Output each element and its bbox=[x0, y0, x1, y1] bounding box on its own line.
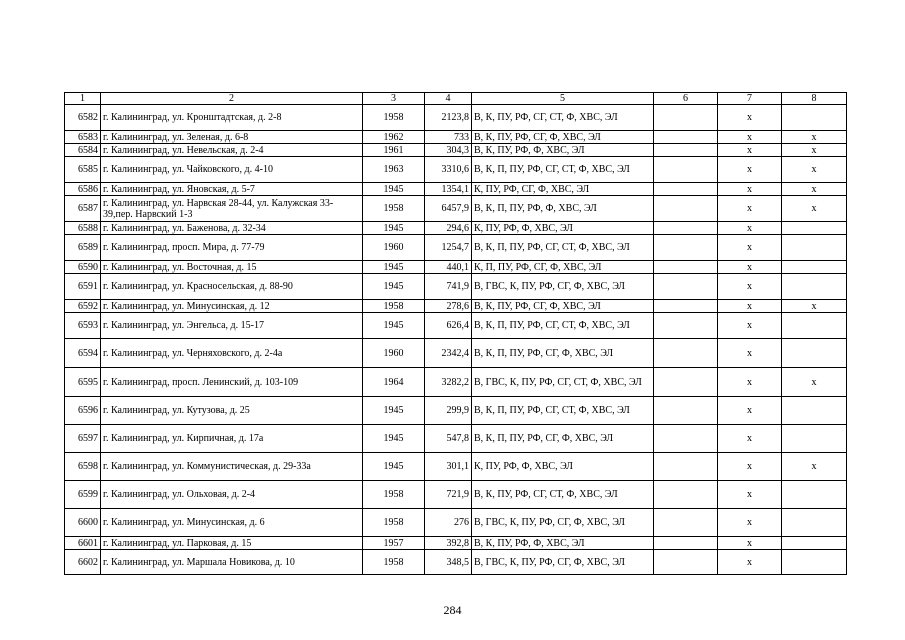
address-cell: г. Калининград, ул. Черняховского, д. 2-4а bbox=[101, 339, 363, 368]
table-row bbox=[65, 453, 847, 481]
utilities-cell: В, ГВС, К, ПУ, РФ, СГ, Ф, ХВС, ЭЛ bbox=[472, 274, 654, 300]
table-row bbox=[65, 131, 847, 144]
column-7-mark-cell: х bbox=[718, 105, 782, 131]
row-number-cell: 6602 bbox=[65, 550, 101, 575]
column-header-6: 6 bbox=[654, 93, 718, 105]
build-year-cell: 1945 bbox=[363, 183, 425, 196]
area-cell: 1354,1 bbox=[425, 183, 472, 196]
column-6-cell bbox=[654, 144, 718, 157]
utilities-cell: В, К, ПУ, РФ, СГ, Ф, ХВС, ЭЛ bbox=[472, 300, 654, 313]
build-year-cell: 1945 bbox=[363, 313, 425, 339]
address-cell: г. Калининград, ул. Минусинская, д. 12 bbox=[101, 300, 363, 313]
column-8-mark-cell bbox=[782, 105, 847, 131]
area-cell: 1254,7 bbox=[425, 235, 472, 261]
column-7-mark-cell: х bbox=[718, 196, 782, 222]
column-7-mark-cell: х bbox=[718, 397, 782, 425]
row-number-cell: 6582 bbox=[65, 105, 101, 131]
build-year-cell: 1960 bbox=[363, 339, 425, 368]
table-row bbox=[65, 274, 847, 300]
housing-table bbox=[64, 92, 847, 575]
column-8-mark-cell bbox=[782, 425, 847, 453]
table-row bbox=[65, 425, 847, 453]
column-7-mark-cell: х bbox=[718, 235, 782, 261]
row-number-cell: 6599 bbox=[65, 481, 101, 509]
build-year-cell: 1945 bbox=[363, 261, 425, 274]
table-row bbox=[65, 235, 847, 261]
address-cell: г. Калининград, ул. Минусинская, д. 6 bbox=[101, 509, 363, 537]
column-8-mark-cell bbox=[782, 397, 847, 425]
table-row bbox=[65, 183, 847, 196]
column-header-1: 1 bbox=[65, 93, 101, 105]
utilities-cell: В, К, П, ПУ, РФ, СГ, Ф, ХВС, ЭЛ bbox=[472, 425, 654, 453]
column-8-mark-cell bbox=[782, 235, 847, 261]
utilities-cell: В, К, П, ПУ, РФ, СГ, СТ, Ф, ХВС, ЭЛ bbox=[472, 313, 654, 339]
area-cell: 276 bbox=[425, 509, 472, 537]
area-cell: 299,9 bbox=[425, 397, 472, 425]
column-header-3: 3 bbox=[363, 93, 425, 105]
column-number-header-row bbox=[65, 93, 847, 105]
column-header-4: 4 bbox=[425, 93, 472, 105]
table-row bbox=[65, 481, 847, 509]
row-number-cell: 6596 bbox=[65, 397, 101, 425]
address-cell: г. Калининград, ул. Парковая, д. 15 bbox=[101, 537, 363, 550]
column-6-cell bbox=[654, 105, 718, 131]
column-7-mark-cell: х bbox=[718, 144, 782, 157]
table-row bbox=[65, 261, 847, 274]
column-8-mark-cell: х bbox=[782, 300, 847, 313]
column-7-mark-cell: х bbox=[718, 453, 782, 481]
column-header-5: 5 bbox=[472, 93, 654, 105]
table-row bbox=[65, 313, 847, 339]
utilities-cell: В, К, П, ПУ, РФ, СГ, Ф, ХВС, ЭЛ bbox=[472, 339, 654, 368]
table-row bbox=[65, 397, 847, 425]
column-7-mark-cell: х bbox=[718, 537, 782, 550]
address-cell: г. Калининград, ул. Маршала Новикова, д. 10 bbox=[101, 550, 363, 575]
area-cell: 626,4 bbox=[425, 313, 472, 339]
area-cell: 348,5 bbox=[425, 550, 472, 575]
address-cell: г. Калининград, ул. Невельская, д. 2-4 bbox=[101, 144, 363, 157]
build-year-cell: 1945 bbox=[363, 397, 425, 425]
utilities-cell: К, П, ПУ, РФ, СГ, Ф, ХВС, ЭЛ bbox=[472, 261, 654, 274]
row-number-cell: 6586 bbox=[65, 183, 101, 196]
utilities-cell: В, К, П, ПУ, РФ, Ф, ХВС, ЭЛ bbox=[472, 196, 654, 222]
column-7-mark-cell: х bbox=[718, 157, 782, 183]
address-cell: г. Калининград, ул. Кирпичная, д. 17а bbox=[101, 425, 363, 453]
column-8-mark-cell bbox=[782, 550, 847, 575]
build-year-cell: 1960 bbox=[363, 235, 425, 261]
build-year-cell: 1962 bbox=[363, 131, 425, 144]
area-cell: 278,6 bbox=[425, 300, 472, 313]
row-number-cell: 6588 bbox=[65, 222, 101, 235]
column-7-mark-cell: х bbox=[718, 339, 782, 368]
build-year-cell: 1958 bbox=[363, 550, 425, 575]
area-cell: 301,1 bbox=[425, 453, 472, 481]
column-7-mark-cell: х bbox=[718, 222, 782, 235]
column-6-cell bbox=[654, 397, 718, 425]
build-year-cell: 1945 bbox=[363, 425, 425, 453]
area-cell: 3310,6 bbox=[425, 157, 472, 183]
column-8-mark-cell: х bbox=[782, 183, 847, 196]
table-row bbox=[65, 222, 847, 235]
column-6-cell bbox=[654, 313, 718, 339]
column-6-cell bbox=[654, 222, 718, 235]
table-row bbox=[65, 550, 847, 575]
utilities-cell: В, ГВС, К, ПУ, РФ, СГ, Ф, ХВС, ЭЛ bbox=[472, 550, 654, 575]
column-8-mark-cell bbox=[782, 274, 847, 300]
area-cell: 2342,4 bbox=[425, 339, 472, 368]
column-6-cell bbox=[654, 235, 718, 261]
utilities-cell: В, К, ПУ, РФ, СГ, СТ, Ф, ХВС, ЭЛ bbox=[472, 481, 654, 509]
column-6-cell bbox=[654, 425, 718, 453]
area-cell: 3282,2 bbox=[425, 368, 472, 397]
column-7-mark-cell: х bbox=[718, 261, 782, 274]
area-cell: 440,1 bbox=[425, 261, 472, 274]
build-year-cell: 1958 bbox=[363, 196, 425, 222]
address-cell: г. Калининград, ул. Баженова, д. 32-34 bbox=[101, 222, 363, 235]
column-6-cell bbox=[654, 261, 718, 274]
column-6-cell bbox=[654, 453, 718, 481]
column-header-8: 8 bbox=[782, 93, 847, 105]
build-year-cell: 1945 bbox=[363, 453, 425, 481]
table-row bbox=[65, 157, 847, 183]
column-7-mark-cell: х bbox=[718, 368, 782, 397]
address-cell: г. Калининград, ул. Кутузова, д. 25 bbox=[101, 397, 363, 425]
row-number-cell: 6597 bbox=[65, 425, 101, 453]
column-7-mark-cell: х bbox=[718, 425, 782, 453]
utilities-cell: В, К, ПУ, РФ, Ф, ХВС, ЭЛ bbox=[472, 537, 654, 550]
utilities-cell: В, К, П, ПУ, РФ, СГ, СТ, Ф, ХВС, ЭЛ bbox=[472, 235, 654, 261]
row-number-cell: 6598 bbox=[65, 453, 101, 481]
column-7-mark-cell: х bbox=[718, 509, 782, 537]
table-row bbox=[65, 537, 847, 550]
column-6-cell bbox=[654, 131, 718, 144]
column-6-cell bbox=[654, 274, 718, 300]
area-cell: 294,6 bbox=[425, 222, 472, 235]
area-cell: 304,3 bbox=[425, 144, 472, 157]
row-number-cell: 6594 bbox=[65, 339, 101, 368]
column-8-mark-cell bbox=[782, 222, 847, 235]
table-row bbox=[65, 509, 847, 537]
area-cell: 547,8 bbox=[425, 425, 472, 453]
row-number-cell: 6595 bbox=[65, 368, 101, 397]
address-cell: г. Калининград, ул. Восточная, д. 15 bbox=[101, 261, 363, 274]
column-8-mark-cell: х bbox=[782, 453, 847, 481]
build-year-cell: 1958 bbox=[363, 300, 425, 313]
build-year-cell: 1958 bbox=[363, 481, 425, 509]
utilities-cell: В, К, П, ПУ, РФ, СГ, СТ, Ф, ХВС, ЭЛ bbox=[472, 157, 654, 183]
area-cell: 741,9 bbox=[425, 274, 472, 300]
column-8-mark-cell: х bbox=[782, 144, 847, 157]
column-6-cell bbox=[654, 509, 718, 537]
build-year-cell: 1958 bbox=[363, 509, 425, 537]
utilities-cell: К, ПУ, РФ, СГ, Ф, ХВС, ЭЛ bbox=[472, 183, 654, 196]
column-6-cell bbox=[654, 157, 718, 183]
row-number-cell: 6584 bbox=[65, 144, 101, 157]
column-header-2: 2 bbox=[101, 93, 363, 105]
row-number-cell: 6592 bbox=[65, 300, 101, 313]
address-cell: г. Калининград, ул. Нарвская 28-44, ул. Калужская 33-39,пер. Нарвский 1-3 bbox=[101, 196, 363, 222]
column-8-mark-cell bbox=[782, 509, 847, 537]
area-cell: 392,8 bbox=[425, 537, 472, 550]
column-6-cell bbox=[654, 537, 718, 550]
utilities-cell: В, К, ПУ, РФ, СГ, Ф, ХВС, ЭЛ bbox=[472, 131, 654, 144]
column-7-mark-cell: х bbox=[718, 300, 782, 313]
column-8-mark-cell: х bbox=[782, 368, 847, 397]
column-8-mark-cell bbox=[782, 261, 847, 274]
utilities-cell: К, ПУ, РФ, Ф, ХВС, ЭЛ bbox=[472, 222, 654, 235]
build-year-cell: 1961 bbox=[363, 144, 425, 157]
address-cell: г. Калининград, ул. Яновская, д. 5-7 bbox=[101, 183, 363, 196]
page-number: 284 bbox=[443, 603, 462, 617]
area-cell: 6457,9 bbox=[425, 196, 472, 222]
column-8-mark-cell bbox=[782, 537, 847, 550]
address-cell: г. Калининград, ул. Энгельса, д. 15-17 bbox=[101, 313, 363, 339]
column-7-mark-cell: х bbox=[718, 131, 782, 144]
column-8-mark-cell bbox=[782, 339, 847, 368]
row-number-cell: 6590 bbox=[65, 261, 101, 274]
address-cell: г. Калининград, ул. Чайковского, д. 4-10 bbox=[101, 157, 363, 183]
row-number-cell: 6587 bbox=[65, 196, 101, 222]
utilities-cell: В, К, ПУ, РФ, Ф, ХВС, ЭЛ bbox=[472, 144, 654, 157]
row-number-cell: 6589 bbox=[65, 235, 101, 261]
column-6-cell bbox=[654, 550, 718, 575]
area-cell: 733 bbox=[425, 131, 472, 144]
table-row bbox=[65, 105, 847, 131]
address-cell: г. Калининград, ул. Коммунистическая, д. 29-33а bbox=[101, 453, 363, 481]
table-row bbox=[65, 144, 847, 157]
build-year-cell: 1945 bbox=[363, 222, 425, 235]
row-number-cell: 6601 bbox=[65, 537, 101, 550]
column-8-mark-cell bbox=[782, 313, 847, 339]
column-6-cell bbox=[654, 300, 718, 313]
table-row bbox=[65, 339, 847, 368]
utilities-cell: В, ГВС, К, ПУ, РФ, СГ, Ф, ХВС, ЭЛ bbox=[472, 509, 654, 537]
address-cell: г. Калининград, ул. Зеленая, д. 6-8 bbox=[101, 131, 363, 144]
column-8-mark-cell: х bbox=[782, 157, 847, 183]
build-year-cell: 1945 bbox=[363, 274, 425, 300]
row-number-cell: 6593 bbox=[65, 313, 101, 339]
column-7-mark-cell: х bbox=[718, 183, 782, 196]
build-year-cell: 1958 bbox=[363, 105, 425, 131]
table-row bbox=[65, 196, 847, 222]
column-6-cell bbox=[654, 481, 718, 509]
area-cell: 721,9 bbox=[425, 481, 472, 509]
column-7-mark-cell: х bbox=[718, 550, 782, 575]
build-year-cell: 1963 bbox=[363, 157, 425, 183]
table-row bbox=[65, 300, 847, 313]
address-cell: г. Калининград, просп. Ленинский, д. 103-109 bbox=[101, 368, 363, 397]
build-year-cell: 1957 bbox=[363, 537, 425, 550]
column-6-cell bbox=[654, 339, 718, 368]
column-7-mark-cell: х bbox=[718, 274, 782, 300]
utilities-cell: В, К, П, ПУ, РФ, СГ, СТ, Ф, ХВС, ЭЛ bbox=[472, 397, 654, 425]
area-cell: 2123,8 bbox=[425, 105, 472, 131]
column-8-mark-cell: х bbox=[782, 131, 847, 144]
column-header-7: 7 bbox=[718, 93, 782, 105]
utilities-cell: В, ГВС, К, ПУ, РФ, СГ, СТ, Ф, ХВС, ЭЛ bbox=[472, 368, 654, 397]
address-cell: г. Калининград, ул. Ольховая, д. 2-4 bbox=[101, 481, 363, 509]
column-8-mark-cell bbox=[782, 481, 847, 509]
build-year-cell: 1964 bbox=[363, 368, 425, 397]
column-6-cell bbox=[654, 368, 718, 397]
utilities-cell: В, К, ПУ, РФ, СГ, СТ, Ф, ХВС, ЭЛ bbox=[472, 105, 654, 131]
row-number-cell: 6600 bbox=[65, 509, 101, 537]
column-7-mark-cell: х bbox=[718, 313, 782, 339]
utilities-cell: К, ПУ, РФ, Ф, ХВС, ЭЛ bbox=[472, 453, 654, 481]
column-6-cell bbox=[654, 183, 718, 196]
row-number-cell: 6585 bbox=[65, 157, 101, 183]
address-cell: г. Калининград, ул. Кронштадтская, д. 2-8 bbox=[101, 105, 363, 131]
column-7-mark-cell: х bbox=[718, 481, 782, 509]
table-row bbox=[65, 368, 847, 397]
address-cell: г. Калининград, ул. Красносельская, д. 88-90 bbox=[101, 274, 363, 300]
column-8-mark-cell: х bbox=[782, 196, 847, 222]
address-cell: г. Калининград, просп. Мира, д. 77-79 bbox=[101, 235, 363, 261]
row-number-cell: 6591 bbox=[65, 274, 101, 300]
column-6-cell bbox=[654, 196, 718, 222]
row-number-cell: 6583 bbox=[65, 131, 101, 144]
